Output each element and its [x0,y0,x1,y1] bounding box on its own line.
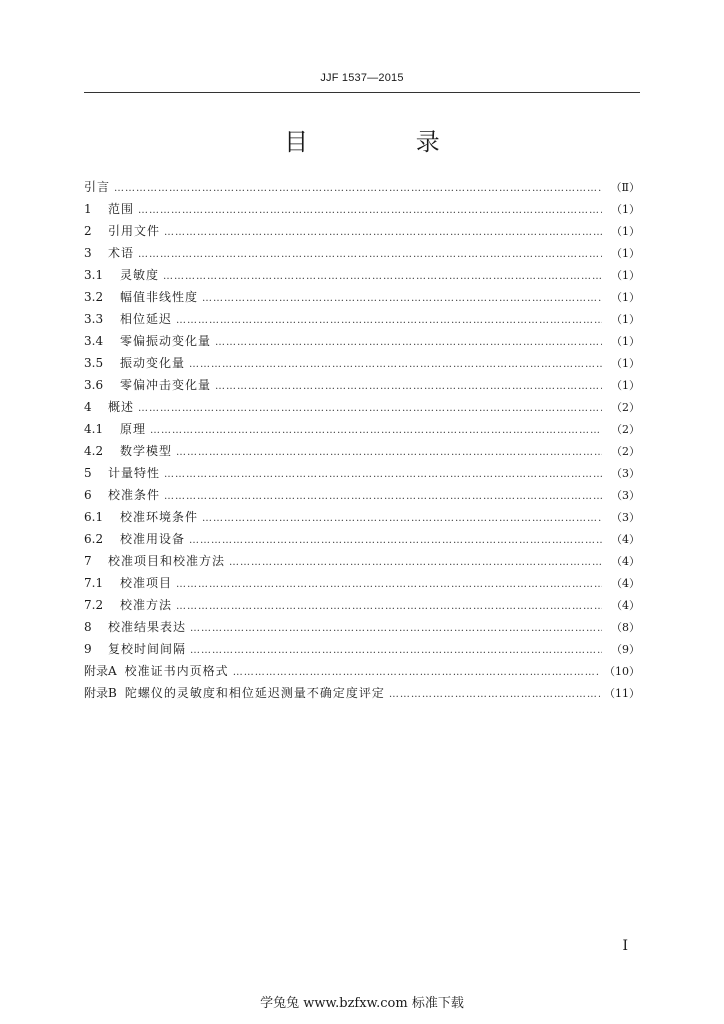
toc-entry-number: 3.3 [84,312,104,326]
toc-entry[interactable] [84,242,640,264]
toc-entry[interactable] [84,198,640,220]
toc-entry-number: 1 [84,202,92,216]
toc-dot-leader [389,684,600,706]
toc-dot-leader [229,552,602,574]
toc-entry-number: 6.1 [84,510,104,524]
toc-dot-leader [114,178,602,200]
toc-entry[interactable] [84,682,640,704]
toc-entry[interactable] [84,484,640,506]
toc-entry[interactable] [84,440,640,462]
toc-entry-label: 术语 [108,246,135,260]
toc-entry-label: 数学模型 [120,444,173,458]
toc-entry-page: （1） [611,269,640,282]
toc-dot-leader [163,266,602,288]
toc-entry[interactable] [84,506,640,528]
toc-entry-label: 校准项目和校准方法 [108,554,226,568]
toc-entry-label: 幅值非线性度 [120,290,199,304]
toc-entry-label: 校准用设备 [120,532,186,546]
toc-entry-number: 6.2 [84,532,104,546]
toc-entry[interactable] [84,616,640,638]
toc-entry-label: 概述 [108,400,135,414]
toc-dot-leader [233,662,600,684]
toc-entry-number: 7 [84,554,92,568]
toc-dot-leader [176,442,602,464]
toc-entry-number: 附录B [84,686,117,700]
toc-entry-page: （1） [611,313,640,326]
toc-entry-label: 计量特性 [108,466,161,480]
toc-entry[interactable] [84,638,640,660]
toc-dot-leader [176,574,602,596]
toc-dot-leader [190,640,602,662]
toc-entry-page: （1） [611,203,640,216]
toc-entry-page: （2） [611,423,640,436]
toc-dot-leader [202,288,602,310]
toc-entry-number: 4.2 [84,444,104,458]
toc-entry[interactable] [84,286,640,308]
toc-entry-label: 校准证书内页格式 [124,664,229,678]
toc-entry[interactable] [84,352,640,374]
toc-entry-label: 振动变化量 [120,356,186,370]
toc-entry-page: （4） [611,577,640,590]
toc-entry[interactable] [84,462,640,484]
toc-dot-leader [164,486,602,508]
toc-entry-number: 3 [84,246,92,260]
table-of-contents [84,176,640,704]
toc-entry-label: 原理 [120,422,147,436]
toc-entry-number: 7.2 [84,598,104,612]
toc-entry[interactable] [84,374,640,396]
toc-entry-number: 3.2 [84,290,104,304]
toc-entry-number: 附录A [84,664,117,678]
toc-entry-page: （2） [611,401,640,414]
toc-entry-label: 范围 [108,202,135,216]
toc-entry-number: 3.4 [84,334,104,348]
toc-entry-page: （4） [611,533,640,546]
toc-entry-label: 相位延迟 [120,312,173,326]
toc-entry-number: 3.5 [84,356,104,370]
toc-entry-page: （2） [611,445,640,458]
toc-entry-page: （1） [611,335,640,348]
toc-entry[interactable] [84,418,640,440]
toc-entry-page: （3） [611,511,640,524]
toc-dot-leader [176,596,602,618]
toc-entry[interactable] [84,396,640,418]
toc-entry-page: （4） [611,555,640,568]
toc-entry-page: （11） [604,687,640,700]
toc-entry-label: 校准项目 [120,576,173,590]
toc-entry-label: 校准方法 [120,598,173,612]
toc-entry-number: 7.1 [84,576,104,590]
standard-code-header: JJF 1537—2015 [320,72,404,84]
toc-entry-label: 校准环境条件 [120,510,199,524]
toc-entry-label: 校准条件 [108,488,161,502]
toc-entry[interactable] [84,308,640,330]
toc-entry-number: 9 [84,642,92,656]
toc-entry[interactable] [84,594,640,616]
toc-dot-leader [150,420,602,442]
toc-entry-page: （1） [611,291,640,304]
footer-watermark: 学兔兔 www.bzfxw.com 标准下载 [260,996,464,1011]
toc-dot-leader [138,200,602,222]
toc-entry-label: 陀螺仪的灵敏度和相位延迟测量不确定度评定 [124,686,385,700]
toc-entry-page: （3） [611,489,640,502]
toc-entry[interactable] [84,660,640,682]
header-rule [84,92,640,93]
toc-dot-leader [138,244,602,266]
toc-entry-page: （1） [611,247,640,260]
toc-entry-page: （1） [611,357,640,370]
toc-entry[interactable] [84,528,640,550]
toc-dot-leader [190,618,602,640]
toc-entry[interactable] [84,176,640,198]
toc-dot-leader [164,464,602,486]
toc-entry-number: 3.6 [84,378,104,392]
toc-entry-number: 2 [84,224,92,238]
toc-dot-leader [189,354,602,376]
toc-entry[interactable] [84,220,640,242]
page-number: Ⅰ [622,938,628,954]
toc-dot-leader [189,530,602,552]
toc-dot-leader [215,332,602,354]
toc-entry-page: （1） [611,379,640,392]
toc-entry-page: （1） [611,225,640,238]
toc-entry-number: 8 [84,620,92,634]
toc-entry-label: 校准结果表达 [108,620,187,634]
toc-dot-leader [176,310,602,332]
toc-entry-label: 零偏冲击变化量 [120,378,212,392]
toc-entry-number: 6 [84,488,92,502]
page-title: 目 录 [284,128,490,156]
toc-dot-leader [164,222,602,244]
toc-entry-label: 零偏振动变化量 [120,334,212,348]
toc-entry-page: （9） [611,643,640,656]
toc-entry-label: 引用文件 [108,224,161,238]
toc-entry-page: （3） [611,467,640,480]
toc-entry[interactable] [84,330,640,352]
toc-entry-page: （10） [604,665,640,678]
toc-entry-label: 复校时间间隔 [108,642,187,656]
toc-entry-label: 灵敏度 [120,268,160,282]
toc-entry-page: （Ⅱ） [610,181,640,194]
toc-entry[interactable] [84,572,640,594]
toc-dot-leader [202,508,602,530]
toc-dot-leader [215,376,602,398]
toc-entry-number: 3.1 [84,268,104,282]
toc-entry-number: 4 [84,400,92,414]
toc-dot-leader [138,398,602,420]
toc-entry-page: （4） [611,599,640,612]
toc-entry-number: 5 [84,466,92,480]
toc-entry-page: （8） [611,621,640,634]
toc-entry[interactable] [84,264,640,286]
toc-entry-label: 引言 [84,180,111,194]
toc-entry[interactable] [84,550,640,572]
toc-entry-number: 4.1 [84,422,104,436]
